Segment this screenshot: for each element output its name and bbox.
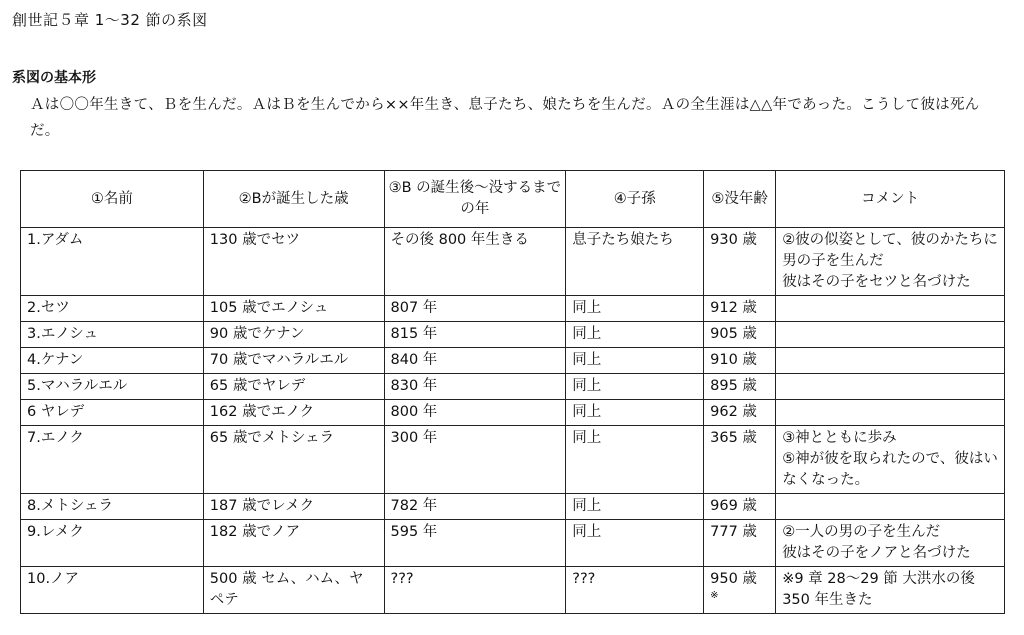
header-comment: コメント xyxy=(776,171,1005,228)
table-row xyxy=(21,494,1005,520)
cell-death xyxy=(704,296,776,322)
header-row xyxy=(21,171,1005,228)
cell-years xyxy=(384,228,566,296)
cell-years-text: 830 年 xyxy=(390,378,438,394)
cell-birth-text: 182 歳でノア xyxy=(209,524,301,540)
header-death: ⑤没年齢 xyxy=(704,171,776,228)
table-body xyxy=(21,228,1005,614)
cell-death xyxy=(704,426,776,494)
comment-line: 彼はその子をセツと名づけた xyxy=(782,274,971,290)
cell-death-text: 930 歳 xyxy=(710,232,757,248)
cell-death-text: 912 歳 xyxy=(710,300,757,316)
cell-birth xyxy=(203,348,384,374)
section-heading: 系図の基本形 xyxy=(12,70,96,86)
header-descendants: ④子孫 xyxy=(566,171,704,228)
cell-birth xyxy=(203,296,384,322)
table-row xyxy=(21,296,1005,322)
cell-years-text: 840 年 xyxy=(390,352,438,368)
cell-name xyxy=(21,322,204,348)
cell-comment xyxy=(776,426,1005,494)
cell-years xyxy=(384,400,566,426)
table-row xyxy=(21,520,1005,567)
cell-birth-text: 65 歳でヤレデ xyxy=(209,378,306,394)
cell-birth-text: 162 歳でエノク xyxy=(209,404,315,420)
cell-death xyxy=(704,520,776,567)
cell-name xyxy=(21,296,204,322)
section-description: Ａは〇〇年生きて、Ｂを生んだ。ＡはＢを生んでから××年生き、息子たち、娘たちを生んだ。Ａの全生涯は△△年であった。こうして彼は死んだ。 xyxy=(30,97,980,139)
cell-descendants xyxy=(566,426,704,494)
cell-name-text: 7.エノク xyxy=(27,430,84,446)
cell-comment xyxy=(776,520,1005,567)
cell-comment xyxy=(776,567,1005,614)
cell-years xyxy=(384,374,566,400)
cell-years-text: 815 年 xyxy=(390,326,438,342)
cell-descendants xyxy=(566,494,704,520)
cell-death-text: 910 歳 xyxy=(710,352,757,368)
cell-comment xyxy=(776,322,1005,348)
cell-descendants-text: 同上 xyxy=(572,378,602,394)
table-row xyxy=(21,374,1005,400)
cell-death-text: 777 歳 xyxy=(710,524,757,540)
cell-name xyxy=(21,567,204,614)
cell-years-text: 595 年 xyxy=(390,524,438,540)
cell-birth-text: 500 歳 セム、ハム、ヤペテ xyxy=(209,571,364,608)
cell-years xyxy=(384,494,566,520)
cell-name xyxy=(21,520,204,567)
cell-death-text: 969 歳 xyxy=(710,498,757,514)
cell-comment xyxy=(776,348,1005,374)
cell-descendants xyxy=(566,322,704,348)
cell-name xyxy=(21,494,204,520)
cell-descendants xyxy=(566,400,704,426)
cell-descendants xyxy=(566,567,704,614)
table-row xyxy=(21,426,1005,494)
comment-line: ②彼の似姿として、彼のかたちに男の子を生んだ xyxy=(782,232,998,269)
cell-years-text: ??? xyxy=(390,571,414,587)
comment-line: ③神とともに歩み xyxy=(782,430,897,446)
genealogy-table xyxy=(20,170,1005,614)
cell-comment xyxy=(776,400,1005,426)
cell-years-text: 300 年 xyxy=(390,430,438,446)
cell-years-text: 782 年 xyxy=(390,498,438,514)
cell-years xyxy=(384,426,566,494)
comment-line: 彼はその子をノアと名づけた xyxy=(782,545,971,561)
cell-comment xyxy=(776,228,1005,296)
cell-name-text: 9.レメク xyxy=(27,524,84,540)
cell-comment xyxy=(776,374,1005,400)
cell-birth xyxy=(203,374,384,400)
cell-descendants xyxy=(566,348,704,374)
cell-descendants-text: 同上 xyxy=(572,300,602,316)
cell-comment xyxy=(776,494,1005,520)
cell-birth xyxy=(203,567,384,614)
cell-death xyxy=(704,322,776,348)
cell-death xyxy=(704,374,776,400)
header-name: ①名前 xyxy=(21,171,204,228)
cell-death-text: 895 歳 xyxy=(710,378,757,394)
cell-death-text: 365 歳 xyxy=(710,430,757,446)
table-row xyxy=(21,348,1005,374)
cell-descendants-text: ??? xyxy=(572,571,596,587)
cell-birth xyxy=(203,494,384,520)
cell-name-text: 4.ケナン xyxy=(27,352,84,368)
cell-descendants xyxy=(566,520,704,567)
cell-birth-text: 130 歳でセツ xyxy=(209,232,301,248)
cell-comment xyxy=(776,296,1005,322)
cell-birth-text: 105 歳でエノシュ xyxy=(209,300,329,316)
cell-birth xyxy=(203,322,384,348)
cell-descendants-text: 同上 xyxy=(572,524,602,540)
document-title: 創世記５章 1〜32 節の系図 xyxy=(12,11,208,29)
cell-birth xyxy=(203,520,384,567)
cell-death-text: 905 歳 xyxy=(710,326,757,342)
cell-years xyxy=(384,567,566,614)
cell-name-text: 3.エノシュ xyxy=(27,326,98,342)
comment-line: ②一人の男の子を生んだ xyxy=(782,524,941,540)
cell-descendants-text: 同上 xyxy=(572,430,602,446)
cell-birth-text: 187 歳でレメク xyxy=(209,498,315,514)
cell-death-text: 962 歳 xyxy=(710,404,757,420)
cell-name-text: 1.アダム xyxy=(27,232,84,248)
cell-descendants-text: 同上 xyxy=(572,404,602,420)
cell-death-text: 950 歳 xyxy=(710,571,757,587)
header-years: ③B の誕生後〜没するまでの年 xyxy=(384,171,566,228)
cell-years-text: その後 800 年生きる xyxy=(390,232,529,248)
cell-descendants xyxy=(566,374,704,400)
table-row xyxy=(21,400,1005,426)
cell-descendants xyxy=(566,228,704,296)
cell-name xyxy=(21,374,204,400)
cell-name xyxy=(21,426,204,494)
cell-name xyxy=(21,228,204,296)
table-row xyxy=(21,228,1005,296)
cell-years xyxy=(384,296,566,322)
comment-line: ※9 章 28〜29 節 大洪水の後 350 年生きた xyxy=(782,571,975,608)
header-birth: ②Bが誕生した歳 xyxy=(203,171,384,228)
cell-name-text: 2.セツ xyxy=(27,300,70,316)
cell-birth-text: 70 歳でマハラルエル xyxy=(209,352,349,368)
cell-birth xyxy=(203,400,384,426)
cell-death xyxy=(704,348,776,374)
cell-death xyxy=(704,400,776,426)
table-row xyxy=(21,322,1005,348)
death-note-mark: ※ xyxy=(710,590,719,601)
cell-name-text: 10.ノア xyxy=(27,571,80,587)
cell-name-text: 8.メトシェラ xyxy=(27,498,114,514)
cell-death xyxy=(704,228,776,296)
cell-birth-text: 65 歳でメトシェラ xyxy=(209,430,335,446)
comment-line: ⑤神が彼を取られたので、彼はいなくなった。 xyxy=(782,451,998,488)
cell-name-text: 5.マハラルエル xyxy=(27,378,128,394)
cell-descendants-text: 同上 xyxy=(572,498,602,514)
cell-birth xyxy=(203,426,384,494)
cell-birth-text: 90 歳でケナン xyxy=(209,326,305,342)
cell-name xyxy=(21,400,204,426)
table-header xyxy=(21,171,1005,228)
cell-name-text: 6 ヤレデ xyxy=(27,404,85,420)
cell-years xyxy=(384,520,566,567)
cell-years-text: 807 年 xyxy=(390,300,438,316)
cell-years xyxy=(384,322,566,348)
cell-descendants-text: 同上 xyxy=(572,326,602,342)
cell-birth xyxy=(203,228,384,296)
cell-years xyxy=(384,348,566,374)
cell-years-text: 800 年 xyxy=(390,404,438,420)
cell-death xyxy=(704,494,776,520)
table-row xyxy=(21,567,1005,614)
cell-death xyxy=(704,567,776,614)
cell-descendants-text: 息子たち娘たち xyxy=(572,232,674,248)
cell-descendants xyxy=(566,296,704,322)
cell-name xyxy=(21,348,204,374)
cell-descendants-text: 同上 xyxy=(572,352,602,368)
